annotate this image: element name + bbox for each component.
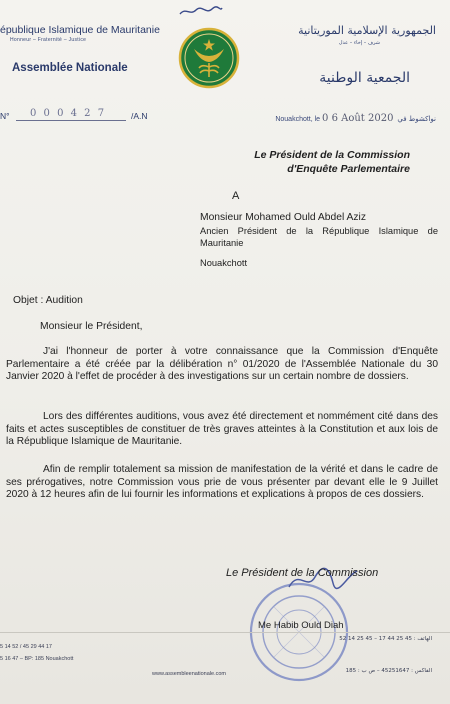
ink-scribble-mark (178, 4, 224, 18)
letterhead-assembly-ar: الجمعية الوطنية (319, 70, 410, 86)
date-label: Nouakchott, le (275, 116, 321, 123)
reference-underline (16, 120, 126, 121)
mauritania-emblem-icon (178, 27, 240, 89)
date-value: 0 6 Août 2020 (322, 113, 394, 124)
body-paragraph-2: Lors des différentes auditions, vous avez été directement et nommément cité dans des faits et actes susceptibles de constituer de très graves atteintes à la Constitution et aux lois de la République Islamique de Mauritanie. (6, 411, 438, 448)
reference-number: 0 0 0 4 2 7 (30, 108, 107, 119)
letterhead-country-ar: الجمهورية الإسلامية الموريتانية (298, 24, 436, 37)
letterhead-country-fr: épublique Islamique de Mauritanie (0, 24, 160, 36)
footer-website: www.assembleenationale.com (152, 671, 226, 677)
salutation: Monsieur le Président, (40, 321, 143, 332)
footer-address-ar: الفاكس : 45251647 – ص ب : 185 (345, 668, 432, 674)
letterhead-motto-ar: شرف – إخاء – عدل (338, 40, 380, 46)
sender-line-2: d'Enquête Parlementaire (287, 163, 410, 175)
recipient-title: Ancien Président de la République Islamique de Mauritanie (200, 226, 438, 248)
date-label-ar: نواكشوط في (397, 115, 436, 123)
reference-prefix: N° (0, 111, 10, 121)
body-paragraph-3: Afin de remplir totalement sa mission de manifestation de la vérité et dans le cadre de ses prérogatives, notre Commission vous prie de vous présenter par devant elle le 9 Juillet 2020 à 12 heures afin de lui fournir les informations et explications à propos de ces dossiers. (6, 464, 438, 501)
footer-phone-fr: 5 14 52 / 45 29 44 17 (0, 644, 52, 650)
body-paragraph-1: J'ai l'honneur de porter à votre connaissance que la Commission d'Enquête Parlementaire a été créée par la délibération n° 01/2020 de l'Assemblée Nationale du 30 Janvier 2020 à l'effet de procéder à des investigations sur un certain nombre de dossiers. (6, 346, 438, 383)
sender-line-1: Le Président de la Commission (254, 149, 410, 161)
footer-divider (0, 632, 450, 633)
footer-address-fr: 5 16 47 – BP: 185 Nouakchott (0, 656, 74, 662)
signature-name: Me Habib Ould Diah (258, 620, 344, 631)
recipient-city: Nouakchott (200, 258, 248, 268)
recipient-to: A (232, 190, 240, 202)
letterhead-assembly-fr: Assemblée Nationale (12, 62, 128, 74)
signature-title: Le Président de la Commission (226, 567, 379, 579)
reference-suffix: /A.N (131, 111, 148, 121)
recipient-name: Monsieur Mohamed Ould Abdel Aziz (200, 212, 366, 223)
subject-line: Objet : Audition (13, 295, 83, 306)
date-line (275, 113, 436, 124)
sender-block (0, 148, 410, 176)
letterhead-motto-fr: Honneur – Fraternité – Justice (10, 37, 87, 43)
footer-phone-ar: الهاتف : 45 25 44 17 – 45 25 14 52 (339, 636, 432, 642)
